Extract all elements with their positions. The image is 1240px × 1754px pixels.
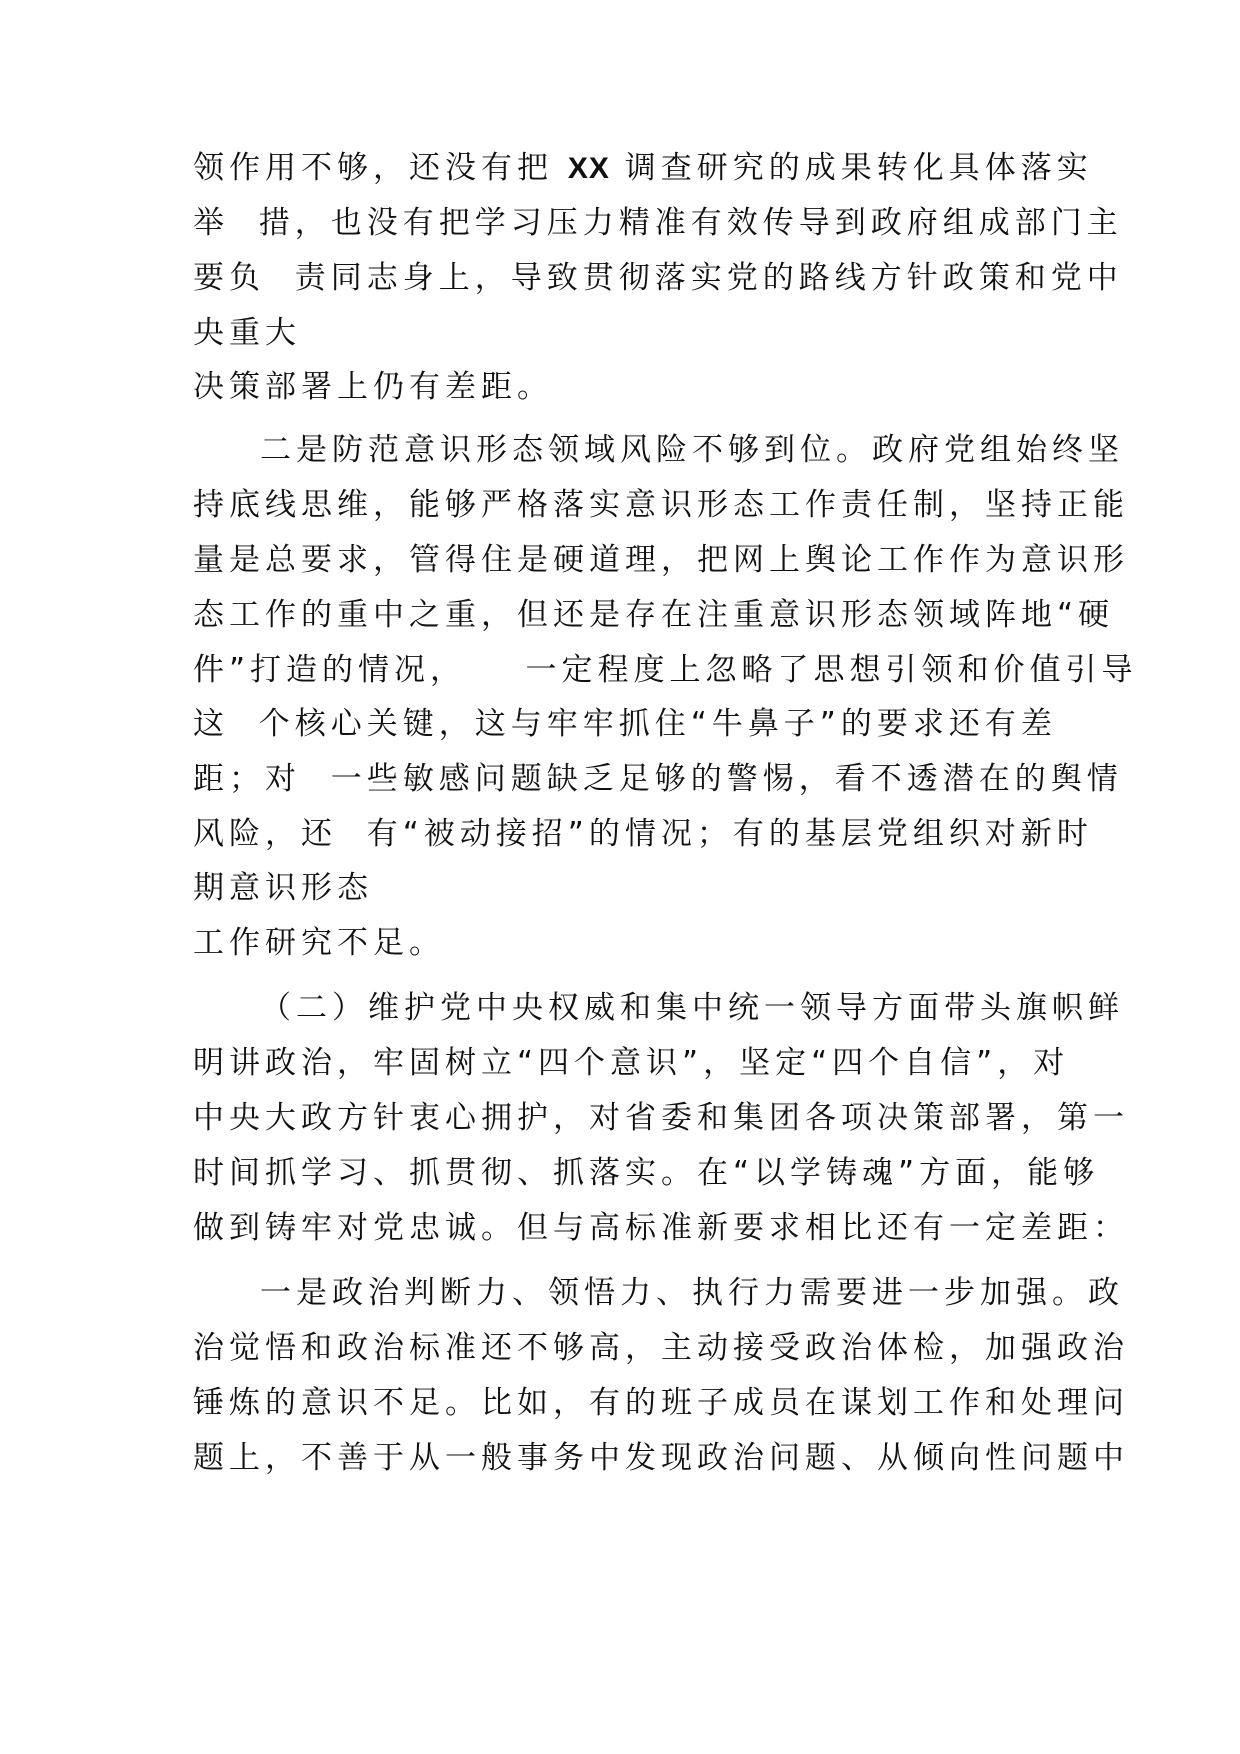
text-line: 期意识形态 <box>193 870 373 906</box>
text-line: 时间抓学习、抓贯彻、抓落实。在“以学铸魂”方面，能够 <box>193 1155 1100 1191</box>
text-line: 决策部署上仍有差距。 <box>193 369 553 405</box>
text-line: 量是总要求，管得住是硬道理，把网上舆论工作作为意识形 <box>193 542 1129 578</box>
text-line: 距；对 一些敏感问题缺乏足够的警惕，看不透潜在的舆情 <box>193 761 1123 797</box>
text-line: 工作研究不足。 <box>193 925 445 961</box>
text-line: 做到铸牢对党忠诚。但与高标准新要求相比还有一定差距： <box>193 1210 1129 1246</box>
text-line: 题上，不善于从一般事务中发现政治问题、从倾向性问题中 <box>193 1440 1129 1476</box>
text-line: 治觉悟和政治标准还不够高，主动接受政治体检，加强政治 <box>193 1330 1129 1366</box>
text-line: 明讲政治，牢固树立“四个意识”，坚定“四个自信”，对 <box>193 1045 1070 1081</box>
text-line: 持底线思维，能够严格落实意识形态工作责任制，坚持正能 <box>193 487 1129 523</box>
text-segment-xx: XX <box>567 152 610 185</box>
text-line: 锤炼的意识不足。比如，有的班子成员在谋划工作和处理问 <box>193 1385 1129 1421</box>
text-segment: 领作用不够，还没有把 <box>193 150 568 186</box>
text-line: 举 措，也没有把学习压力精准有效传导到政府组成部门主 <box>193 205 1123 241</box>
text-segment: 调查研究的成果转化具体落实 <box>609 150 1093 186</box>
text-line: 一是政治判断力、领悟力、执行力需要进一步加强。政 <box>260 1275 1124 1311</box>
text-line: 央重大 <box>193 315 301 351</box>
text-line <box>193 148 1093 188</box>
text-line: 中央大政方针衷心拥护，对省委和集团各项决策部署，第一 <box>193 1100 1129 1136</box>
text-line: （二）维护党中央权威和集中统一领导方面带头旗帜鲜 <box>260 990 1124 1026</box>
text-line: 二是防范意识形态领域风险不够到位。政府党组始终坚 <box>260 432 1124 468</box>
text-line: 风险，还 有“被动接招”的情况；有的基层党组织对新时 <box>193 816 1093 852</box>
text-line: 态工作的重中之重，但还是存在注重意识形态领域阵地“硬 <box>193 597 1115 633</box>
text-line: 件”打造的情况， 一定程度上忽略了思想引领和价值引导 <box>193 652 1138 688</box>
text-line: 要负 责同志身上，导致贯彻落实党的路线方针政策和党中 <box>193 260 1123 296</box>
text-line: 这 个核心关键，这与牢牢抓住“牛鼻子”的要求还有差 <box>193 706 1057 742</box>
